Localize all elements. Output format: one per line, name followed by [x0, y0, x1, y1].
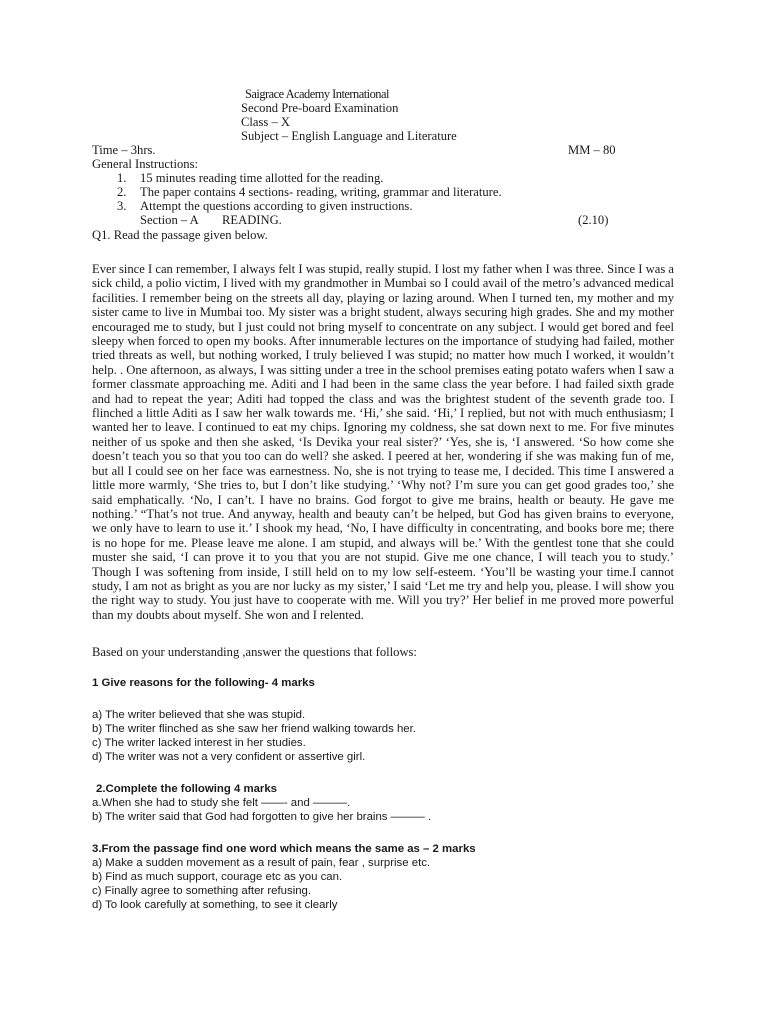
- exam-title: Second Pre-board Examination: [241, 101, 399, 115]
- instruction-item: 15 minutes reading time allotted for the reading.: [140, 171, 384, 185]
- instruction-number: 1.: [117, 171, 127, 185]
- section-marks: (2.10): [578, 213, 609, 227]
- q2-heading: 2.Complete the following 4 marks: [96, 783, 278, 795]
- max-marks-label: MM – 80: [568, 143, 616, 157]
- subject-label: Subject – English Language and Literature: [241, 129, 457, 143]
- question-item: a) Make a sudden movement as a result of pain, fear , surprise etc.: [92, 857, 431, 869]
- class-label: Class – X: [241, 115, 290, 129]
- passage-text: Ever since I can remember, I always felt I was stupid, really stupid. I lost my father when I was three. Since I was a sick child, a polio victim, I lived with my grandmother in Mumbai so I could avail of the metro’s advanced medical facilities. I remember being on the streets all day, playing or lazing around. When I turned ten, my mother and my sister came to live in Mumbai too. My sister was a bright student, always securing high grades. She and my mother encouraged me to study, but I just could not bring myself to concentrate on any subject. I would get bored and feel sleepy when forced to open my books. After innumerable lectures on the importance of studying had failed, mother tried threats as well, but nothing worked, I truly believed I was stupid; no matter how much I worked, it wouldn’t help. . One afternoon, as always, I was sitting under a tree in the school premises eating potato wafers when I saw a former classmate approaching me. Aditi and I had been in the same class the year before. I had failed sixth grade and had to repeat the year; Aditi had topped the class and was the brightest student of the seventh grade too. I flinched a little Aditi as I saw her walk towards me. ‘Hi,’ she said. ‘Hi,’ I replied, but not with much enthusiasm; I wanted her to leave. I continued to eat my chips. Ignoring my coldness, she sat down next to me. For five minutes neither of us spoke and then she asked, ‘Is Devika your real sister?’ ‘Yes, she is, ‘I answered. ‘So how come she doesn’t teach you so that you too can do well? she asked. I peered at her, wondering if she was making fun of me, but all I could see on her face was earnestness. No, she is not trying to tease me, I decided. This time I answered a little more warmly, ‘She tries to, but I don’t like studying.’ ‘Why not? I’m sure you can get good grades too,’ she said emphatically. ‘No, I can’t. I have no brains. God forgot to give me brains, health or beauty. He gave me nothing.’ “That’s not true. And anyway, health and beauty can’t be helped, but God has given brains to everyone, we only have to learn to use it.’ I shook my head, ‘No, I have difficulty in concentrating, and books bore me; there is no hope for me. Please leave me alone. I am stupid, and always will be.’ With the gentlest tone that she could muster she said, ‘I can prove it to you that you are not stupid. Give me one chance, I will teach you to study.’ Though I was softening from inside, I still held on to my low self-esteem. ‘You’ll be wasting your time.I cannot study, I am not as bright as you are nor lucky as my sister,’ I said ‘Let me try and help you, please. I will show you the right way to study. You just have to cooperate with me. Will you try?’ Her belief in me proved more powerful than my doubts about myself. She won and I relented.: [92, 262, 674, 622]
- question-item: c) Finally agree to something after refusing.: [92, 885, 312, 897]
- section-title: READING.: [222, 213, 282, 227]
- question-item: b) Find as much support, courage etc as you can.: [92, 871, 343, 883]
- instruction-number: 2.: [117, 185, 127, 199]
- q3-heading: 3.From the passage find one word which means the same as – 2 marks: [92, 843, 476, 855]
- question-item: b) The writer flinched as she saw her friend walking towards her.: [92, 723, 416, 735]
- based-on-instruction: Based on your understanding ,answer the questions that follows:: [92, 645, 417, 659]
- school-name: Saigrace Academy International: [245, 87, 389, 101]
- question-item: b) The writer said that God had forgotten to give her brains ——— .: [92, 811, 432, 823]
- question-item: a) The writer believed that she was stupid.: [92, 709, 306, 721]
- instruction-item: The paper contains 4 sections- reading, writing, grammar and literature.: [140, 185, 502, 199]
- instruction-item: Attempt the questions according to given instructions.: [140, 199, 413, 213]
- time-label: Time – 3hrs.: [92, 143, 156, 157]
- section-label: Section – A: [140, 213, 199, 227]
- instruction-number: 3.: [117, 199, 127, 213]
- question-item: a.When she had to study she felt ——- and ———.: [92, 797, 351, 809]
- question-item: c) The writer lacked interest in her studies.: [92, 737, 306, 749]
- instructions-heading: General Instructions:: [92, 157, 198, 171]
- question-item: d) The writer was not a very confident or assertive girl.: [92, 751, 366, 763]
- q1-heading: 1 Give reasons for the following- 4 marks: [92, 677, 315, 689]
- q1-intro: Q1. Read the passage given below.: [92, 228, 268, 242]
- question-item: d) To look carefully at something, to see it clearly: [92, 899, 338, 911]
- reading-passage: [92, 262, 674, 622]
